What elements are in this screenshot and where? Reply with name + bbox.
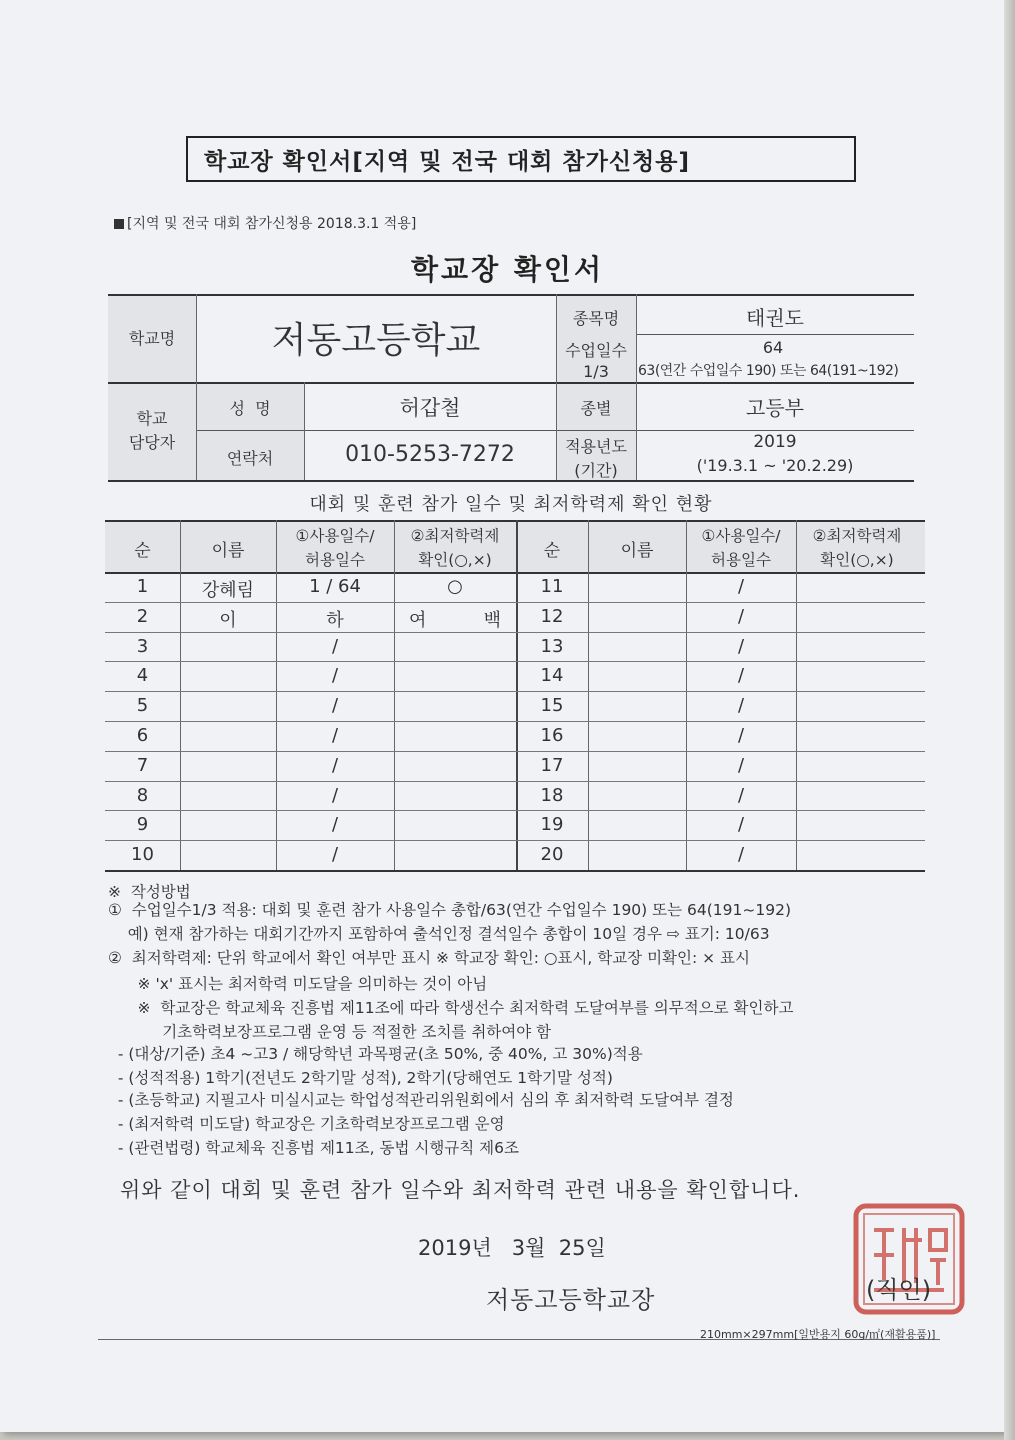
manager-label-1: 학교	[136, 409, 168, 428]
table-cell-no: 10	[131, 844, 154, 866]
event-label: 종목명	[572, 309, 620, 328]
table-cell-no: 1	[136, 576, 149, 597]
table-cell-no: 8	[136, 784, 149, 806]
issue-date: 2019년 3월 25일	[418, 1236, 606, 1260]
table-cell-name: 강혜림	[201, 580, 255, 601]
guide-line: ※ 'x' 표시는 최저학력 미도달을 의미하는 것이 아님	[108, 975, 488, 993]
year-label-2: (기간)	[574, 461, 618, 480]
table-cell-no: 3	[136, 635, 149, 657]
col-no-header-right: 순	[543, 541, 561, 561]
col-no-header: 순	[134, 541, 151, 561]
division-label: 종별	[580, 399, 612, 418]
table-cell-days: /	[737, 844, 745, 866]
table-title: 대회 및 훈련 참가 일수 및 최저학력제 확인 현황	[309, 494, 713, 515]
table-cell-days: /	[737, 784, 745, 806]
table-cell-days: /	[331, 635, 339, 657]
table-cell-days: /	[331, 814, 339, 836]
table-cell-name: 이	[219, 609, 237, 631]
col-name-header-right: 이름	[620, 541, 654, 561]
table-cell-no: 20	[540, 844, 564, 866]
table-cell-no: 7	[136, 754, 149, 776]
col-days-header-1: ①사용일수/	[295, 527, 375, 545]
col-check-header-1: ②최저학력제	[410, 527, 500, 545]
subtitle	[114, 213, 416, 233]
paper-stack-edge	[1004, 0, 1015, 1440]
table-cell-no: 6	[136, 725, 149, 746]
table-cell-days: /	[331, 725, 339, 746]
square-bullet-icon	[114, 219, 124, 229]
guide-line: - (최저학력 미도달) 학교장은 기초학력보장프로그램 운영	[108, 1115, 505, 1133]
col-check-header-right-2: 확인(○,×)	[820, 551, 894, 569]
table-cell-days: /	[331, 754, 339, 776]
header-box: 학교장 확인서[지역 및 전국 대회 참가신청용]	[186, 136, 856, 182]
days-label-1: 수업일수	[565, 341, 627, 360]
table-cell-no: 15	[540, 695, 564, 717]
table-cell-days: 1 / 64	[309, 576, 361, 597]
table-cell-days: 하	[326, 609, 344, 631]
guide-line: ① 수업일수1/3 적용: 대회 및 훈련 참가 사용일수 총합/63(연간 수업일수 190) 또는 64(191~192)	[108, 901, 791, 919]
confirm-text: 위와 같이 대회 및 훈련 참가 일수와 최저학력 관련 내용을 확인합니다.	[120, 1178, 801, 1202]
col-check-header-right-1: ②최저학력제	[812, 527, 902, 545]
table-cell-no: 2	[136, 605, 149, 627]
subtitle-text: [지역 및 전국 대회 참가신청용 2018.3.1 적용]	[127, 216, 417, 232]
table-cell-check: 여 백	[409, 609, 501, 631]
guide-line: - (관련법령) 학교체육 진흥법 제11조, 동법 시행규칙 제6조	[108, 1139, 519, 1157]
year-period: ('19.3.1 ~ '20.2.29)	[696, 456, 854, 475]
table-cell-check: ○	[447, 576, 463, 597]
col-days-header-right-2: 허용일수	[711, 551, 771, 569]
event-value: 태권도	[746, 306, 804, 330]
page-title: 학교장 확인서	[410, 253, 605, 286]
table-cell-days: /	[737, 695, 745, 717]
year-label-1: 적용년도	[565, 437, 627, 456]
days-label-2: 1/3	[583, 362, 609, 381]
table-cell-days: /	[331, 784, 339, 806]
guide-line: 예) 현재 참가하는 대회기간까지 포함하여 출석인정 결석일수 총합이 10일 경우 ⇨ 표기: 10/63	[108, 925, 770, 943]
guide-line: ※ 작성방법	[108, 883, 191, 901]
table-cell-days: /	[737, 665, 745, 687]
table-cell-no: 12	[540, 605, 564, 627]
days-value: 64	[762, 338, 784, 357]
table-cell-no: 9	[136, 814, 149, 836]
table-cell-days: /	[737, 605, 745, 627]
days-note: 63(연간 수업일수 190) 또는 64(191~192)	[638, 363, 899, 379]
col-check-header-2: 확인(○,×)	[418, 551, 492, 569]
table-cell-days: /	[737, 725, 745, 746]
table-cell-no: 13	[540, 635, 564, 657]
principal-name: 저동고등학교장	[486, 1286, 656, 1314]
table-cell-days: /	[331, 844, 339, 866]
table-cell-no: 19	[540, 814, 564, 836]
name-label: 성 명	[229, 399, 271, 418]
table-cell-days: /	[331, 665, 339, 687]
table-cell-days: /	[737, 635, 745, 657]
division-value: 고등부	[746, 396, 804, 420]
guide-line: 기초학력보장프로그램 운영 등 적절한 조치를 취하여야 함	[108, 1023, 552, 1041]
contact-value: 010-5253-7272	[345, 442, 515, 467]
guide-line: - (대상/기준) 초4 ~고3 / 해당학년 과목평균(초 50%, 중 40%, 고 30%)적용	[108, 1045, 643, 1063]
school-label: 학교명	[128, 329, 176, 348]
guide-line: - (초등학교) 지필고사 미실시교는 학업성적관리위원회에서 심의 후 최저학력 도달여부 결정	[108, 1091, 734, 1109]
table-cell-days: /	[737, 754, 745, 776]
table-cell-no: 16	[540, 725, 564, 746]
contact-label: 연락처	[226, 449, 274, 468]
table-cell-no: 4	[136, 665, 149, 687]
table-cell-days: /	[737, 576, 745, 597]
table-cell-no: 14	[540, 665, 564, 687]
table-cell-days: /	[331, 695, 339, 717]
year-value: 2019	[753, 432, 797, 452]
table-cell-no: 11	[540, 576, 564, 597]
seal-label: (직인)	[866, 1276, 932, 1304]
manager-label-2: 담당자	[128, 433, 176, 452]
table-cell-no: 18	[540, 784, 564, 806]
guide-line: - (성적적용) 1학기(전년도 2학기말 성적), 2학기(당해연도 1학기말 성적)	[108, 1069, 613, 1087]
table-cell-days: /	[737, 814, 745, 836]
guide-line: ② 최저학력제: 단위 학교에서 확인 여부만 표시 ※ 학교장 확인: ○표시, 학교장 미확인: × 표시	[108, 949, 751, 967]
name-value: 허갑철	[399, 396, 461, 420]
table-cell-no: 17	[540, 754, 564, 776]
col-days-header-2: 허용일수	[305, 551, 365, 569]
school-value: 저동고등학교	[271, 320, 481, 361]
table-cell-no: 5	[136, 695, 149, 717]
guide-line: ※ 학교장은 학교체육 진흥법 제11조에 따라 학생선수 최저학력 도달여부를 의무적으로 확인하고	[108, 999, 794, 1017]
paper-spec-footer: 210mm×297mm[일반용지 60g/㎡(재활용품)]	[700, 1328, 936, 1341]
col-days-header-right-1: ①사용일수/	[701, 527, 781, 545]
col-name-header: 이름	[211, 541, 245, 561]
